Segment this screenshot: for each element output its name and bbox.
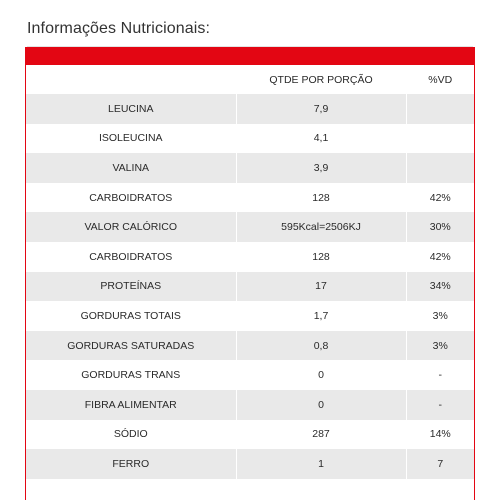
nutrient-name-cell: VALINA (112, 161, 150, 174)
page-title: Informações Nutricionais: (27, 20, 211, 37)
nutrient-name-cell: FIBRA ALIMENTAR (84, 398, 177, 411)
table-row (26, 301, 474, 331)
quantity-cell: 128 (236, 183, 406, 213)
table-row (26, 183, 474, 213)
daily-value-cell: 14% (406, 420, 474, 450)
nutrient-name-cell: GORDURAS SATURADAS (67, 339, 195, 352)
nutrient-name-cell: VALOR CALÓRICO (84, 221, 178, 234)
nutrient-name-cell: FERRO (112, 457, 150, 470)
quantity-cell: 0 (236, 390, 406, 420)
quantity-cell: 17 (236, 272, 406, 302)
table-row (26, 212, 474, 242)
column-header-quantity: QTDE POR PORÇÃO (236, 65, 406, 94)
table-row (26, 390, 474, 420)
quantity-cell: 4,1 (236, 124, 406, 154)
nutrient-name-cell: PROTEÍNAS (100, 280, 162, 293)
nutrient-name-cell: LEUCINA (107, 102, 154, 115)
quantity-cell: 3,9 (236, 153, 406, 183)
quantity-cell: 287 (236, 420, 406, 450)
nutrient-name-cell: SÓDIO (113, 428, 148, 441)
table-row (26, 449, 474, 479)
quantity-cell: 0,8 (236, 331, 406, 361)
column-header-daily-value: %VD (406, 65, 474, 94)
table-row (26, 242, 474, 272)
daily-value-cell (406, 124, 474, 154)
daily-value-cell: 34% (406, 272, 474, 302)
daily-value-cell (406, 94, 474, 124)
nutrient-name-cell: GORDURAS TRANS (81, 369, 181, 382)
quantity-cell: 1 (236, 449, 406, 479)
quantity-cell: 0 (236, 360, 406, 390)
daily-value-cell: 30% (406, 212, 474, 242)
table-row (26, 94, 474, 124)
daily-value-cell (406, 153, 474, 183)
column-header-nutrient (26, 65, 236, 94)
table-row (26, 420, 474, 450)
nutrient-name-cell: CARBOIDRATOS (89, 250, 173, 263)
table-row (26, 124, 474, 154)
daily-value-cell: 7 (406, 449, 474, 479)
daily-value-cell: 3% (406, 301, 474, 331)
nutrient-name-cell: GORDURAS TOTAIS (80, 309, 181, 322)
quantity-cell: 7,9 (236, 94, 406, 124)
daily-value-cell: 42% (406, 242, 474, 272)
table-header-bar (25, 47, 475, 65)
quantity-cell: 595Kcal=2506KJ (236, 212, 406, 242)
quantity-cell: 1,7 (236, 301, 406, 331)
table-row (26, 272, 474, 302)
table-row (26, 360, 474, 390)
daily-value-cell: - (406, 360, 474, 390)
nutrient-name-cell: CARBOIDRATOS (89, 191, 173, 204)
quantity-cell: 128 (236, 242, 406, 272)
daily-value-cell: - (406, 390, 474, 420)
table-header-row (26, 65, 474, 94)
table-row (26, 331, 474, 361)
daily-value-cell: 3% (406, 331, 474, 361)
nutrient-name-cell: ISOLEUCINA (98, 132, 163, 145)
daily-value-cell: 42% (406, 183, 474, 213)
nutrition-table (26, 65, 474, 479)
table-row (26, 153, 474, 183)
